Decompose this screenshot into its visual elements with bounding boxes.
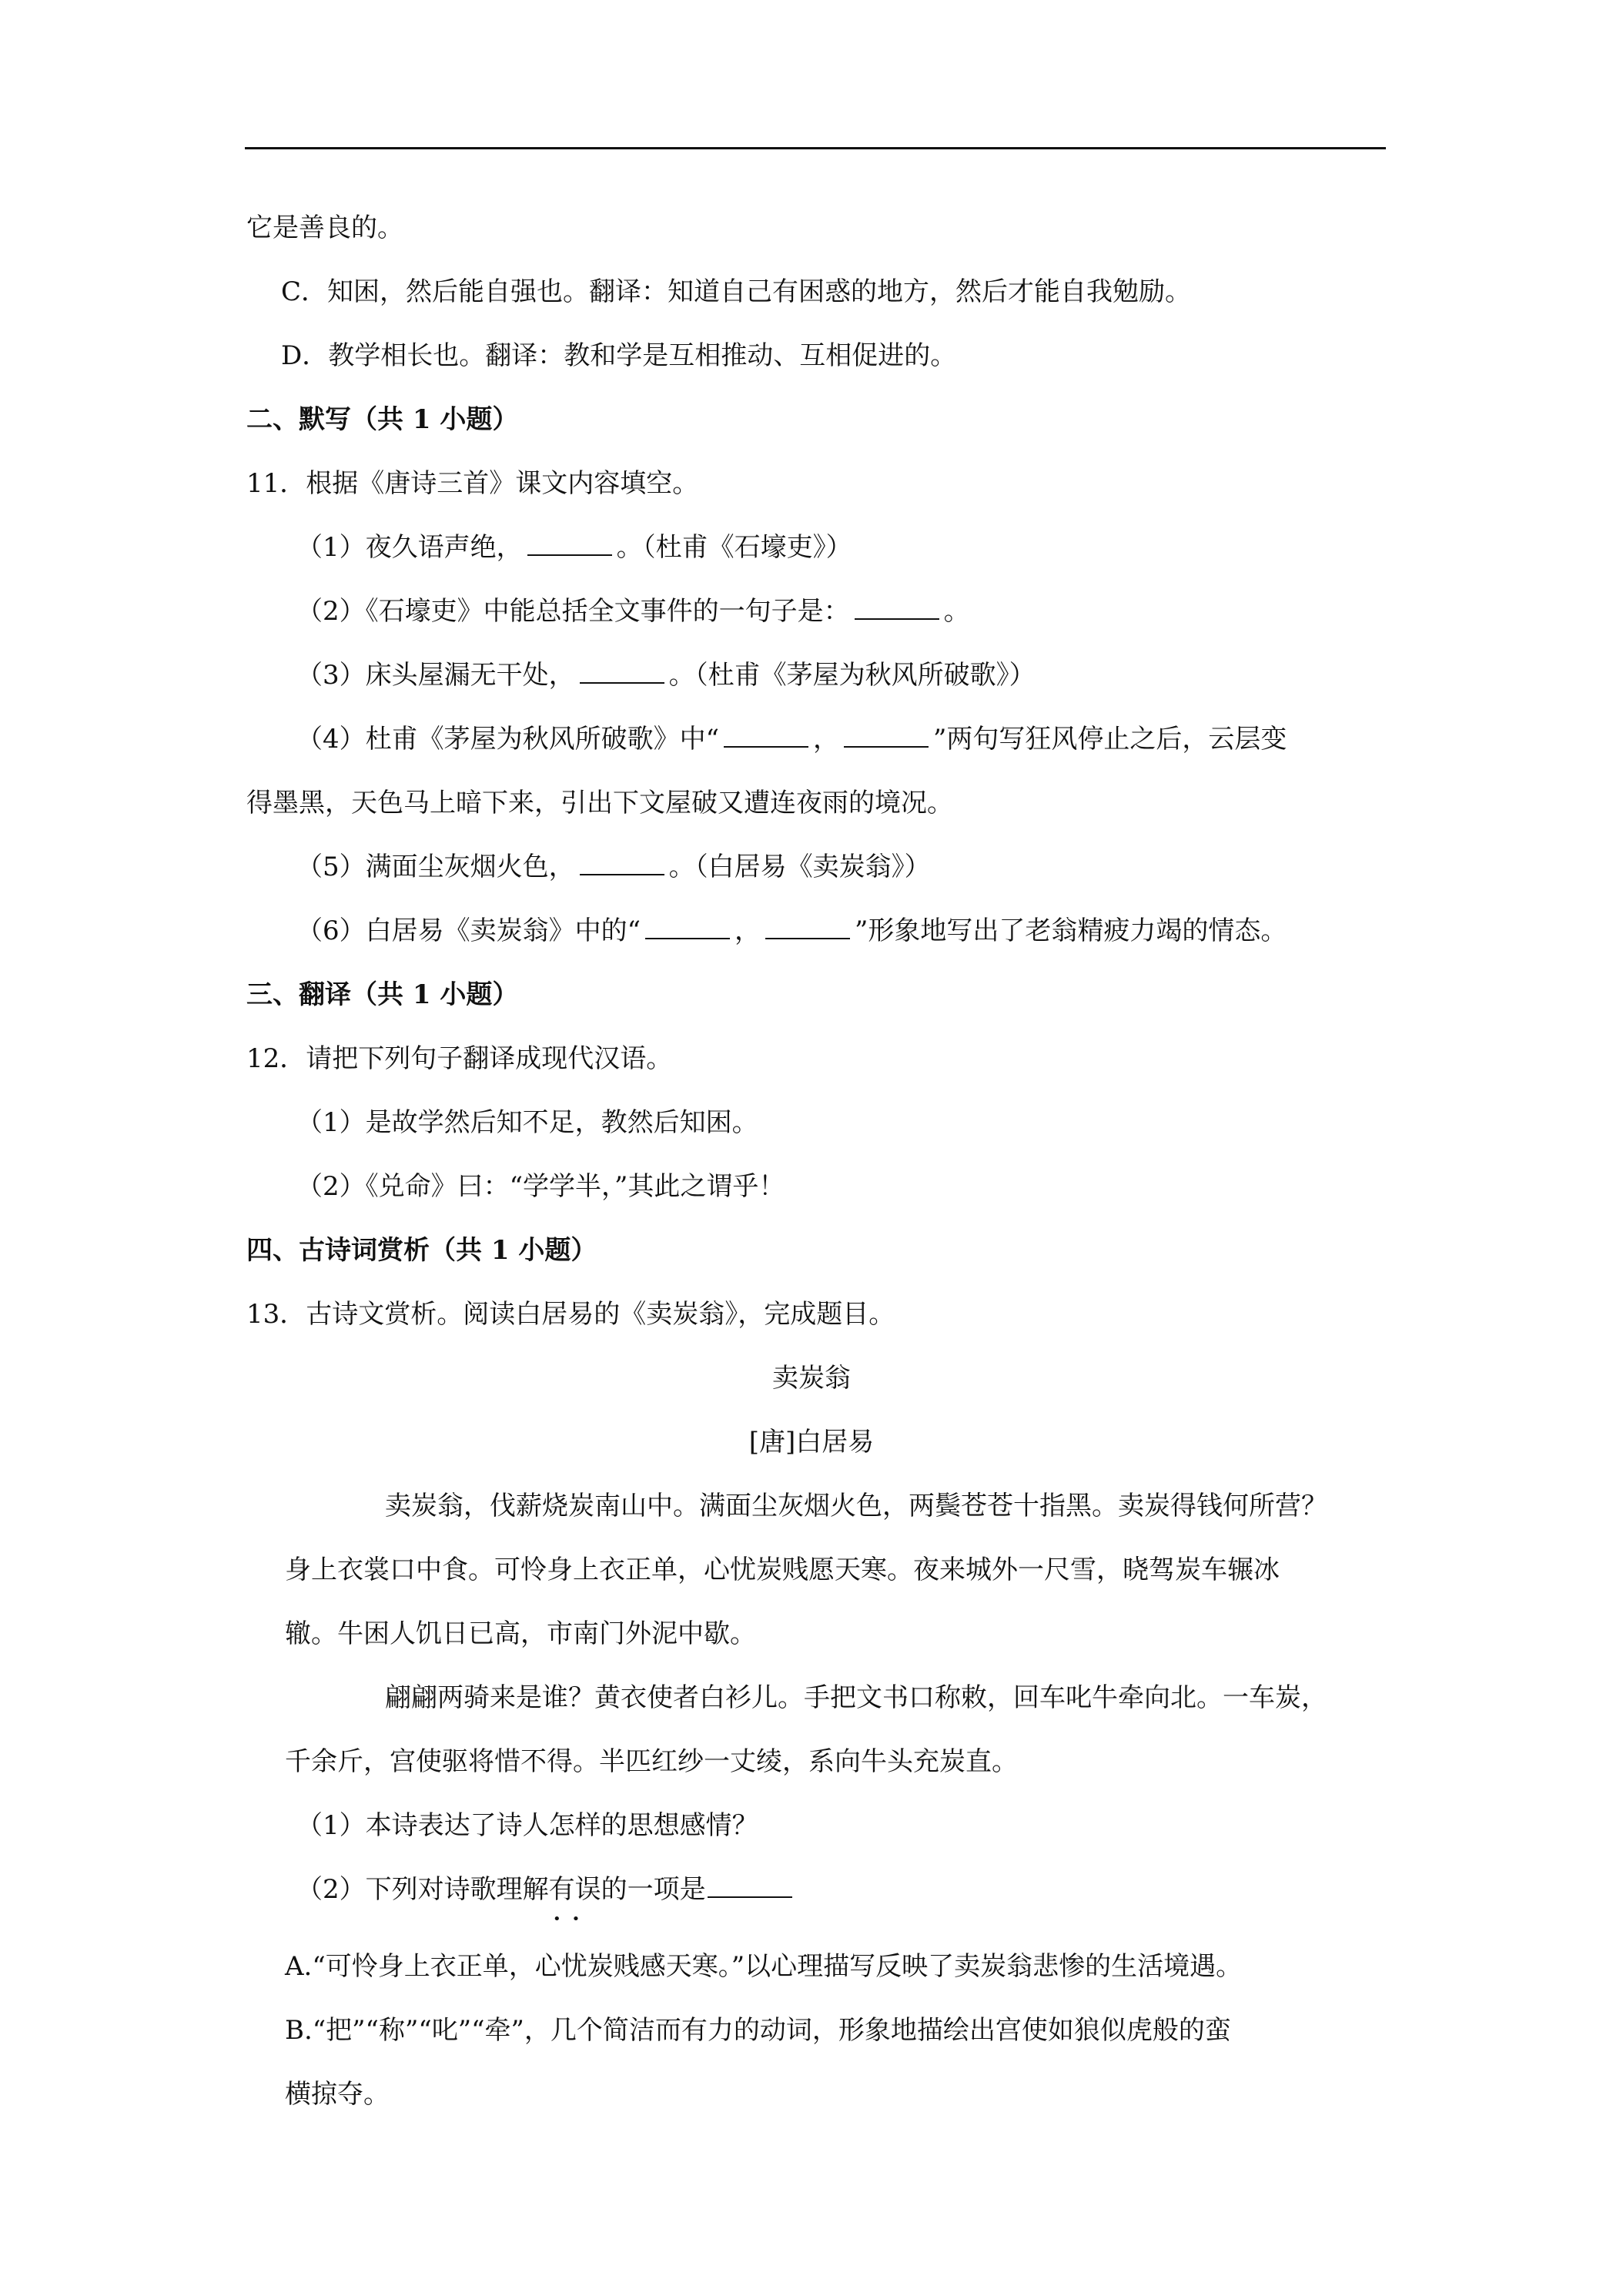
answer-blank[interactable] <box>844 723 929 748</box>
q11-item-6-text: （6）白居易《卖炭翁》中的“ <box>296 915 641 946</box>
poem-line: 翩翩两骑来是谁？黄衣使者白衫儿。手把文书口称敕，回车叱牛牵向北。一车炭， <box>385 1682 1327 1713</box>
q11-item-1-source: 。（杜甫《石壕吏》） <box>616 532 852 563</box>
q11-item-3-text: （3）床头屋漏无干处， <box>296 660 575 691</box>
q12-item-2: （2）《兑命》曰：“学学半，”其此之谓乎！ <box>296 1171 785 1202</box>
answer-blank[interactable] <box>527 531 612 556</box>
section-heading-3: 三、翻译（共 1 小题） <box>246 979 519 1010</box>
question-13: 13．古诗文赏析。阅读白居易的《卖炭翁》，完成题目。 <box>246 1299 895 1330</box>
answer-blank[interactable] <box>580 851 664 875</box>
section-heading-2: 二、默写（共 1 小题） <box>246 404 519 435</box>
q11-item-5-text: （5）满面尘灰烟火色， <box>296 852 575 882</box>
q11-item-4-rest: ”两句写狂风停止之后，云层变 <box>933 724 1287 755</box>
q11-item-5-source: 。（白居易《卖炭翁》） <box>668 852 931 882</box>
q11-item-1-text: （1）夜久语声绝， <box>296 532 523 563</box>
q13-item-1: （1）本诗表达了诗人怎样的思想感情？ <box>296 1810 758 1841</box>
q13-item-2-text: （2）下列对诗歌理解有误的一项是 <box>296 1874 706 1905</box>
option-b-continued: 横掠夺。 <box>285 2079 390 2110</box>
poem-line: 千余斤，宫使驱将惜不得。半匹红纱一丈绫，系向牛头充炭直。 <box>285 1746 1018 1777</box>
answer-blank[interactable] <box>580 659 664 684</box>
option-c: C．知困，然后能自强也。翻译：知道自己有困惑的地方，然后才能自我勉励。 <box>281 276 1192 307</box>
q12-item-1: （1）是故学然后知不足，教然后知困。 <box>296 1107 758 1138</box>
poem-line: 卖炭翁，伐薪烧炭南山中。满面尘灰烟火色，两鬓苍苍十指黑。卖炭得钱何所营？ <box>385 1491 1327 1521</box>
q13-item-2 <box>296 1873 797 1906</box>
option-a: A.“可怜身上衣正单，心忧炭贱感天寒。”以心理描写反映了卖炭翁悲惨的生活境遇。 <box>285 1951 1243 1982</box>
q11-item-4-text: （4）杜甫《茅屋为秋风所破歌》中“ <box>296 724 720 755</box>
option-d: D．教学相长也。翻译：教和学是互相推动、互相促进的。 <box>281 340 957 371</box>
poem-author: [唐]白居易 <box>748 1427 875 1458</box>
header-rule <box>245 147 1386 149</box>
q11-item-2-text: （2）《石壕吏》中能总括全文事件的一句子是： <box>296 596 850 627</box>
q11-item-2 <box>296 594 970 628</box>
q11-item-6 <box>296 914 1287 948</box>
answer-blank[interactable] <box>724 723 808 748</box>
question-12: 12．请把下列句子翻译成现代汉语。 <box>246 1043 673 1074</box>
answer-blank[interactable] <box>855 595 939 620</box>
q11-item-4 <box>296 722 1287 756</box>
q11-item-3-source: 。（杜甫《茅屋为秋风所破歌》） <box>668 660 1036 691</box>
poem-line: 辙。牛困人饥日已高，市南门外泥中歇。 <box>285 1618 756 1649</box>
q11-item-5 <box>296 850 931 884</box>
question-11: 11．根据《唐诗三首》课文内容填空。 <box>246 468 699 499</box>
poem-title: 卖炭翁 <box>772 1363 851 1394</box>
answer-blank[interactable] <box>708 1873 792 1898</box>
section-heading-4: 四、古诗词赏析（共 1 小题） <box>246 1235 597 1266</box>
q11-item-4-continued: 得墨黑，天色马上暗下来，引出下文屋破又遭连夜雨的境况。 <box>246 788 953 818</box>
q11-item-6-comma: ， <box>735 915 761 946</box>
q11-item-2-end: 。 <box>943 596 970 627</box>
q11-item-1 <box>296 530 852 564</box>
option-b: B.“把”“称”“叱”“牵”，几个简洁而有力的动词，形象地描绘出宫使如狼似虎般的蛮 <box>285 2015 1231 2046</box>
answer-blank[interactable] <box>765 915 850 939</box>
q11-item-3 <box>296 658 1036 692</box>
q11-item-6-rest: ”形象地写出了老翁精疲力竭的情态。 <box>855 915 1287 946</box>
poem-line: 身上衣裳口中食。可怜身上衣正单，心忧炭贱愿天寒。夜来城外一尺雪，晓驾炭车辗冰 <box>285 1555 1280 1585</box>
q11-item-4-comma: ， <box>813 724 840 755</box>
text-line: 它是善良的。 <box>246 213 403 243</box>
answer-blank[interactable] <box>645 915 730 939</box>
emphasis-dots: •• <box>553 1911 591 1927</box>
